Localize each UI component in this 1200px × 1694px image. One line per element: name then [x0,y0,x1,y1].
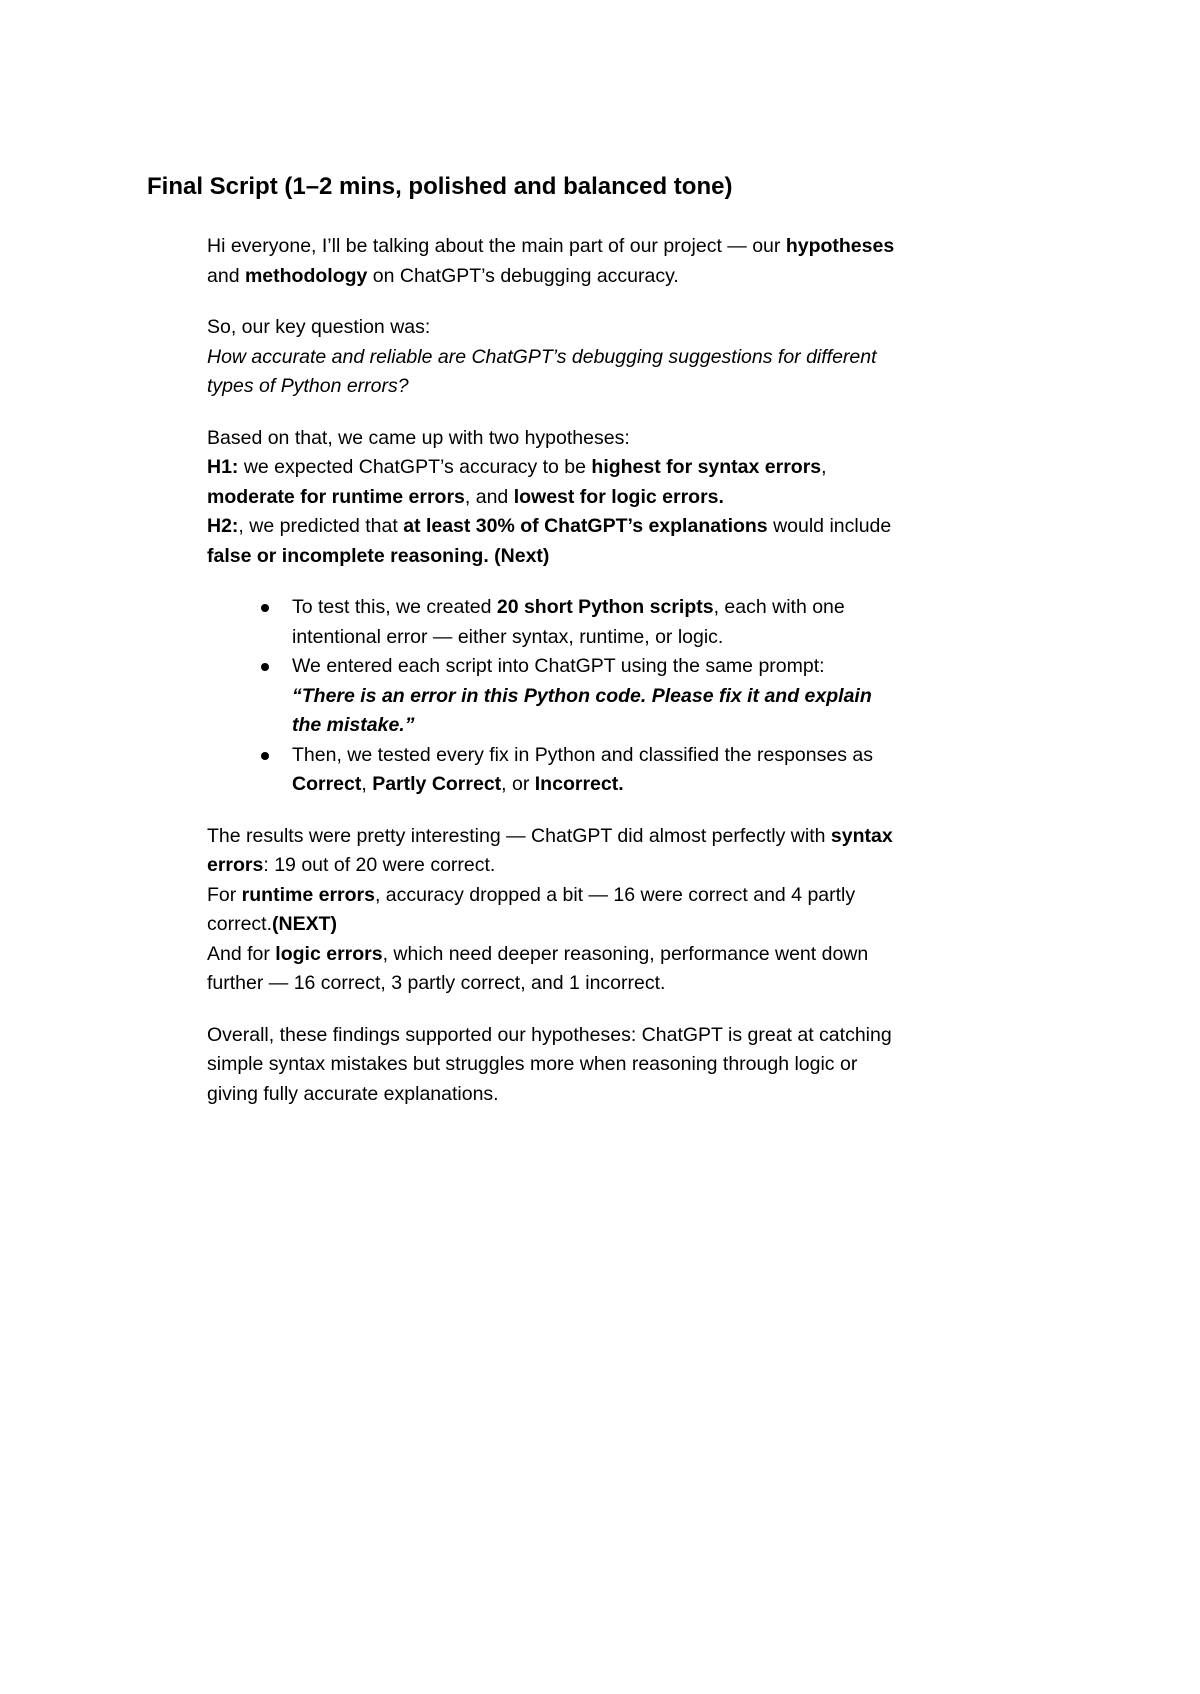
prompt-text-line-2: the mistake.” [292,714,415,736]
hypotheses-emphasis: hypotheses [785,235,895,257]
prompt-text-line-1: “There is an error in this Python code. Please fix it and explain [292,684,872,707]
document-title: Final Script (1–2 mins, polished and balanced tone) [147,173,733,200]
h2-label: H2: [207,515,239,537]
hypotheses-lead: Based on that, we came up with two hypotheses: [207,426,630,449]
intro-line-2: and methodology on ChatGPT’s debugging accuracy. [207,264,679,287]
conclusion-paragraph: Overall, these findings supported our hypotheses: ChatGPT is great at catching simple syntax mistakes but struggles more when reasoning through logic or giving fully accurate explanations. [207,1023,892,1105]
h1-line-1: H1: we expected ChatGPT’s accuracy to be highest for syntax errors, [207,456,827,478]
list-item: Then, we tested every fix in Python and classified the responses as Correct, Partly Correct, or Incorrect. [207,741,1007,800]
h1-line-2: moderate for runtime errors, and lowest for logic errors. [207,485,724,508]
key-question-line-2: types of Python errors? [207,375,409,397]
results-paragraph: The results were pretty interesting — ChatGPT did almost perfectly with syntax errors: 19 out of 20 were correct. For runtime errors, accuracy dropped a bit — 16 were correct and 4 partly correct.(NEXT) And for logic errors, which need deeper reasoning, performance went down further — 16 correct, 3 partly correct, and 1 incorrect. [207,824,893,994]
bullet-icon [261,752,269,760]
methodology-emphasis: methodology [244,264,368,287]
question-lead: So, our key question was: [207,316,431,338]
h2-line-2: false or incomplete reasoning. (Next) [207,544,550,567]
script-body [207,232,1007,1131]
h1-label: H1: [207,456,239,478]
list-item: To test this, we created 20 short Python scripts, each with one intentional error — either syntax, runtime, or logic. [207,593,1007,652]
question-paragraph [207,313,1007,402]
bullet-icon [261,604,269,612]
h2-line-1: H2:, we predicted that at least 30% of ChatGPT’s explanations would include [207,515,892,537]
bullet-icon [261,663,269,671]
methodology-list [207,593,1007,800]
list-item: We entered each script into ChatGPT using the same prompt: “There is an error in this Python code. Please fix it and explain the mistake.” [207,652,1007,741]
key-question-line-1: How accurate and reliable are ChatGPT’s debugging suggestions for different [207,345,877,368]
intro-line-1: Hi everyone, I’ll be talking about the main part of our project — our hypotheses [207,235,895,257]
hypotheses-paragraph [207,424,1007,572]
intro-paragraph [207,232,1007,291]
